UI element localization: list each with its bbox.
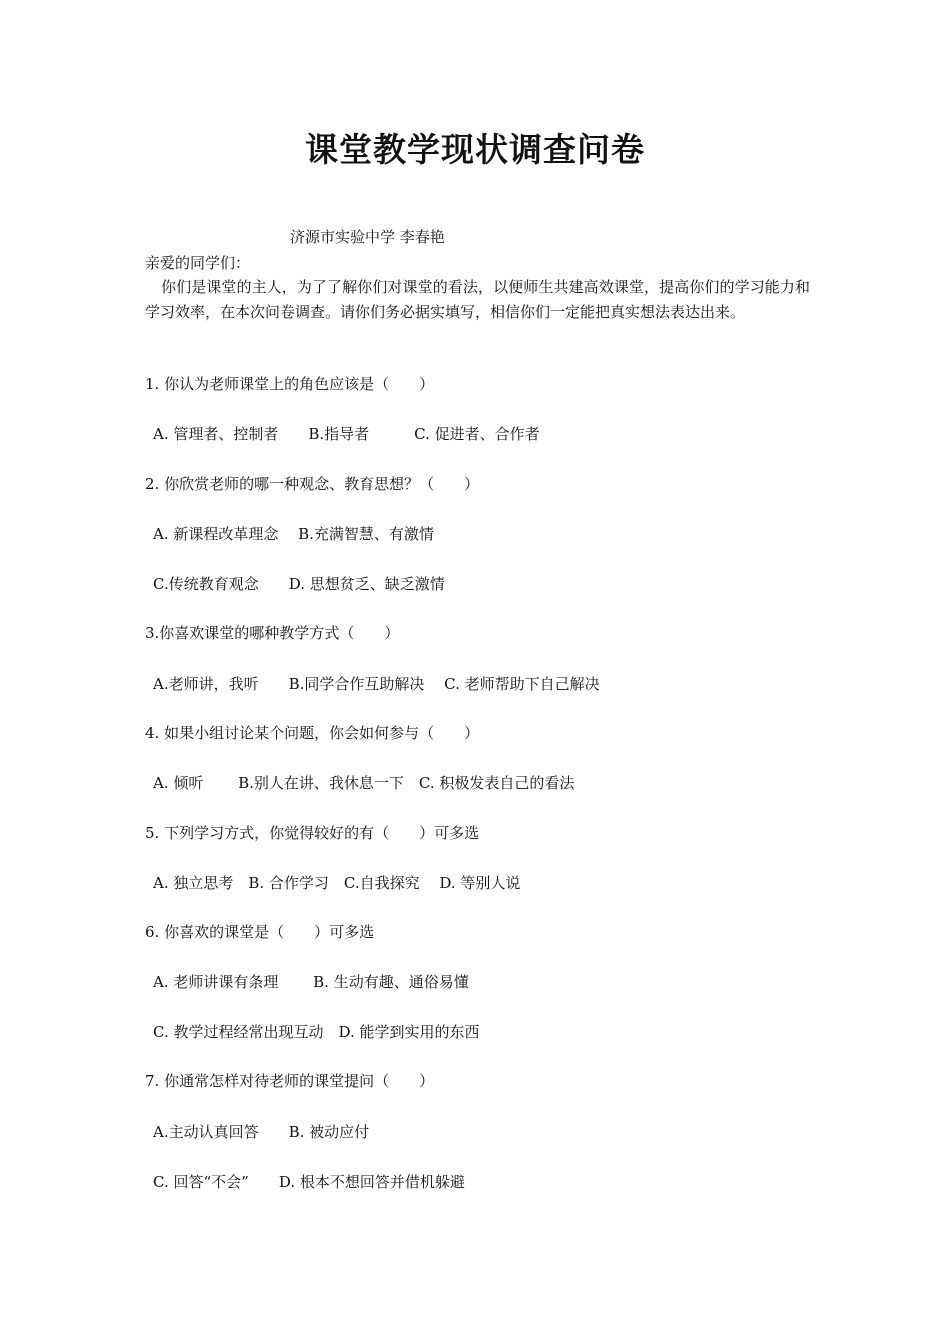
question-7: 7. 你通常怎样对待老师的课堂提问（ ） bbox=[145, 1072, 435, 1090]
question-4: 4. 如果小组讨论某个问题，你会如何参与（ ） bbox=[145, 724, 480, 742]
intro-paragraph: 你们是课堂的主人，为了了解你们对课堂的看法，以便师生共建高效课堂，提高你们的学习能力和学习效率，在本次问卷调查。请你们务必据实填写，相信你们一定能把真实想法表达出来。 bbox=[145, 278, 810, 321]
question-6: 6. 你喜欢的课堂是（ ）可多选 bbox=[145, 923, 375, 941]
options-2a: A. 新课程改革理念 B.充满智慧、有激情 bbox=[153, 525, 434, 543]
question-1: 1. 你认为老师课堂上的角色应该是（ ） bbox=[145, 375, 435, 393]
document-title: 课堂教学现状调查问卷 bbox=[305, 130, 645, 169]
options-7a: A.主动认真回答 B. 被动应付 bbox=[153, 1123, 370, 1141]
options-2b: C.传统教育观念 D. 思想贫乏、缺乏激情 bbox=[153, 575, 445, 593]
options-6b: C. 教学过程经常出现互动 D. 能学到实用的东西 bbox=[153, 1023, 480, 1041]
question-5: 5. 下列学习方式，你觉得较好的有（ ）可多选 bbox=[145, 824, 480, 842]
options-4: A. 倾听 B.别人在讲、我休息一下 C. 积极发表自己的看法 bbox=[153, 774, 575, 792]
question-2: 2. 你欣赏老师的哪一种观念、教育思想？（ ） bbox=[145, 475, 480, 493]
options-3: A.老师讲，我听 B.同学合作互助解决 C. 老师帮助下自己解决 bbox=[153, 675, 600, 693]
options-7b: C. 回答“不会” D. 根本不想回答并借机躲避 bbox=[153, 1173, 465, 1191]
greeting: 亲爱的同学们： bbox=[145, 254, 251, 272]
options-5: A. 独立思考 B. 合作学习 C.自我探究 D. 等别人说 bbox=[153, 874, 521, 892]
question-3: 3.你喜欢课堂的哪种教学方式（ ） bbox=[145, 624, 400, 642]
options-1: A. 管理者、控制者 B.指导者 C. 促进者、合作者 bbox=[153, 425, 540, 443]
author-line: 济源市实验中学 李春艳 bbox=[290, 228, 445, 246]
options-6a: A. 老师讲课有条理 B. 生动有趣、通俗易懂 bbox=[153, 973, 469, 991]
